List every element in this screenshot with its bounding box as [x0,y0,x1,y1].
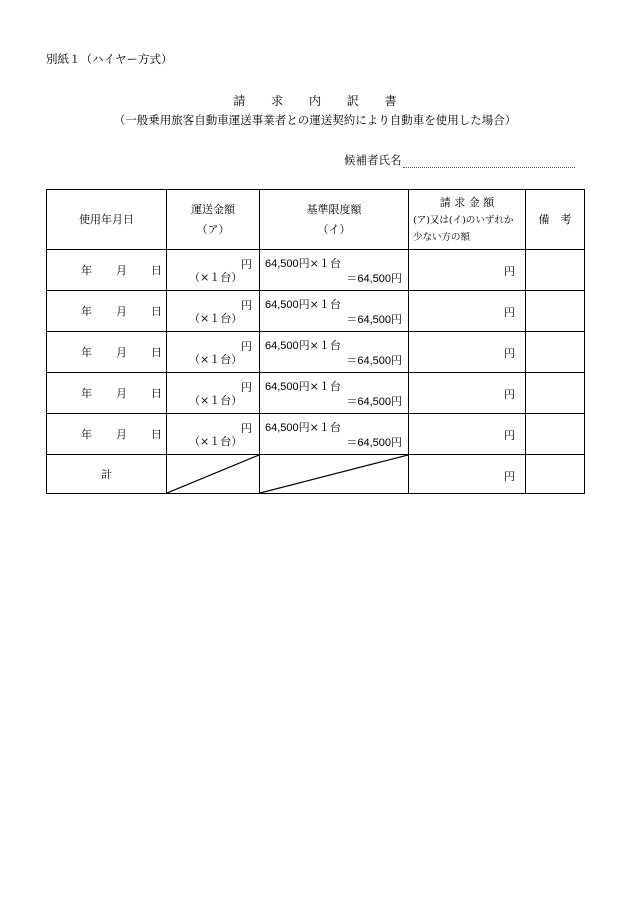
candidate-name-label: 候補者氏名 [344,153,402,167]
limit-result [346,311,402,327]
limit-eq: ＝ [346,436,358,449]
header-claim-line2: (ア)又は(イ)のいずれか [413,215,514,226]
header-fare [167,190,260,250]
day-label: 日 [151,346,162,359]
total-label: 計 [47,455,167,494]
limit-cell [260,332,409,373]
table-row [47,414,585,455]
limit-number: 64,500 [265,340,299,352]
header-fare-line2: （ア） [196,222,230,236]
month-label: 月 [116,346,127,359]
limit-eq: ＝ [346,354,358,367]
limit-eq: ＝ [346,395,358,408]
header-limit-line1: 基準限度額 [306,202,362,216]
limit-number: 64,500 [265,299,299,311]
claim-cell[interactable] [409,332,526,373]
limit-eq: ＝ [346,313,358,326]
year-label: 年 [81,346,92,359]
limit-mult: ×１台 [309,339,341,352]
date-cell[interactable] [47,373,167,414]
limit-formula [265,337,341,353]
breakdown-table [46,189,585,494]
limit-formula [265,419,341,435]
remarks-cell[interactable] [526,291,585,332]
limit-result-yen: 円 [391,313,402,326]
claim-yen: 円 [504,429,515,442]
limit-result [346,352,402,368]
total-fare-cell-slashed [167,455,260,494]
limit-result-number: 64,500 [357,396,391,408]
diagonal-slash [167,455,259,493]
year-label: 年 [81,305,92,318]
fare-yen: 円 [241,381,252,394]
fare-cell[interactable] [167,373,260,414]
remarks-cell[interactable] [526,332,585,373]
month-label: 月 [116,264,127,277]
fare-yen: 円 [241,422,252,435]
day-label: 日 [151,305,162,318]
table-row [47,373,585,414]
date-cell[interactable] [47,332,167,373]
limit-result-yen: 円 [391,436,402,449]
year-label: 年 [81,387,92,400]
claim-yen: 円 [504,306,515,319]
fare-cell[interactable] [167,250,260,291]
limit-yen: 円 [298,257,310,270]
remarks-cell[interactable] [526,250,585,291]
limit-yen: 円 [298,298,310,311]
remarks-cell[interactable] [526,414,585,455]
month-label: 月 [116,305,127,318]
limit-result-yen: 円 [391,395,402,408]
header-claim-line1: 請 求 金 額 [439,196,495,209]
limit-mult: ×１台 [309,257,341,270]
limit-eq: ＝ [346,272,358,285]
fare-units: （×１台） [189,435,243,448]
fare-units: （×１台） [189,271,243,284]
date-cell[interactable] [47,291,167,332]
annex-label: 別紙１（ハイヤー方式） [46,52,173,66]
fare-units: （×１台） [189,312,243,325]
header-row [47,190,585,250]
header-limit [260,190,409,250]
fare-cell[interactable] [167,332,260,373]
limit-mult: ×１台 [309,298,341,311]
limit-result [346,270,402,286]
limit-result-yen: 円 [391,354,402,367]
limit-formula [265,378,341,394]
claim-cell[interactable] [409,250,526,291]
claim-yen: 円 [504,388,515,401]
day-label: 日 [151,264,162,277]
total-claim-cell[interactable] [409,455,526,494]
document-title: 請 求 内 訳 書 [233,94,397,108]
limit-result-number: 64,500 [357,437,391,449]
total-yen: 円 [504,470,515,483]
total-limit-cell-slashed [260,455,409,494]
header-claim [409,190,526,250]
limit-formula [265,255,341,271]
limit-number: 64,500 [265,422,299,434]
fare-cell[interactable] [167,291,260,332]
claim-yen: 円 [504,265,515,278]
day-label: 日 [151,387,162,400]
limit-result-number: 64,500 [357,314,391,326]
fare-units: （×１台） [189,353,243,366]
date-cell[interactable] [47,414,167,455]
year-label: 年 [81,428,92,441]
claim-cell[interactable] [409,373,526,414]
candidate-name-line[interactable] [403,155,575,168]
header-remarks: 備 考 [526,190,585,250]
document-subtitle: （一般乗用旅客自動車運送事業者との運送契約により自動車を使用した場合） [113,113,517,127]
limit-number: 64,500 [265,258,299,270]
limit-cell [260,291,409,332]
claim-cell[interactable] [409,414,526,455]
limit-result-number: 64,500 [357,273,391,285]
total-row [47,455,585,494]
year-label: 年 [81,264,92,277]
date-cell[interactable] [47,250,167,291]
fare-yen: 円 [241,258,252,271]
header-claim-line3: 少ない方の額 [413,232,471,243]
limit-result-yen: 円 [391,272,402,285]
table-row [47,291,585,332]
day-label: 日 [151,428,162,441]
fare-cell[interactable] [167,414,260,455]
month-label: 月 [116,387,127,400]
limit-yen: 円 [298,339,310,352]
limit-result [346,393,402,409]
limit-mult: ×１台 [309,380,341,393]
claim-cell[interactable] [409,291,526,332]
header-date: 使用年月日 [47,190,167,250]
limit-result [346,434,402,450]
remarks-cell[interactable] [526,373,585,414]
limit-mult: ×１台 [309,421,341,434]
claim-yen: 円 [504,347,515,360]
header-limit-line2: （イ） [317,222,351,236]
limit-yen: 円 [298,421,310,434]
table-row [47,250,585,291]
diagonal-slash [260,455,408,493]
header-fare-line1: 運送金額 [191,202,235,216]
limit-cell [260,250,409,291]
limit-result-number: 64,500 [357,355,391,367]
fare-yen: 円 [241,299,252,312]
total-remarks-cell[interactable] [526,455,585,494]
limit-cell [260,414,409,455]
fare-units: （×１台） [189,394,243,407]
table-row [47,332,585,373]
month-label: 月 [116,428,127,441]
limit-yen: 円 [298,380,310,393]
limit-cell [260,373,409,414]
limit-formula [265,296,341,312]
fare-yen: 円 [241,340,252,353]
candidate-name-field [344,152,575,168]
limit-number: 64,500 [265,381,299,393]
